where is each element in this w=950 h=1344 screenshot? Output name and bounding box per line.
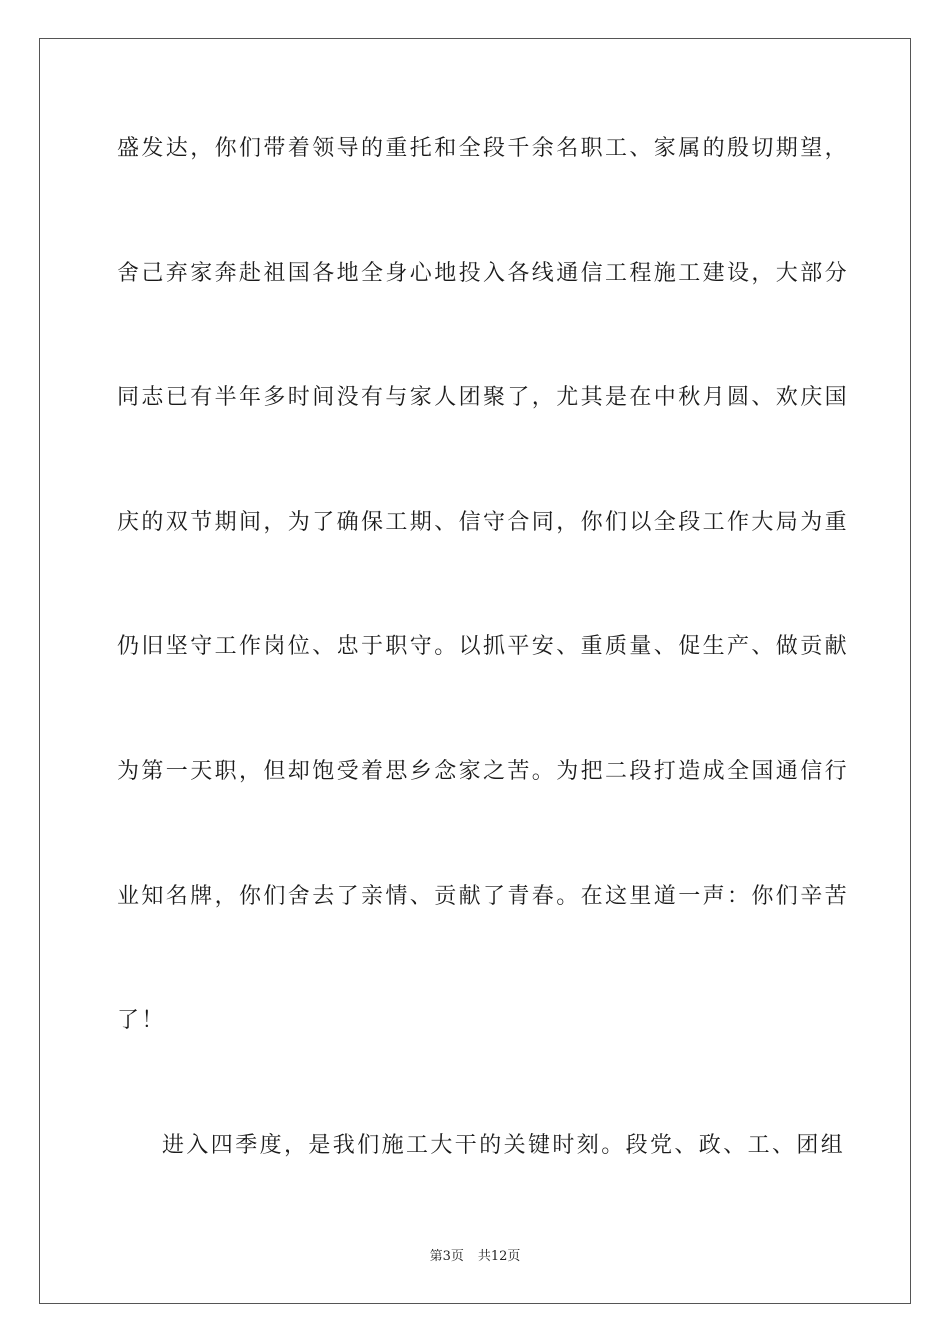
body-text-line-1: 盛发达，你们带着领导的重托和全段千余名职工、家属的殷切期望，	[117, 136, 850, 161]
page-total: 共12页	[477, 1249, 521, 1264]
body-text-line-4: 庆的双节期间，为了确保工期、信守合同，你们以全段工作大局为重	[117, 510, 850, 535]
page-footer	[0, 1248, 950, 1266]
body-text-line-8: 了！	[117, 1008, 166, 1033]
paragraph-start-line: 进入四季度，是我们施工大干的关键时刻。段党、政、工、团组	[162, 1133, 846, 1158]
body-text-line-6: 为第一天职，但却饱受着思乡念家之苦。为把二段打造成全国通信行	[117, 759, 850, 784]
body-text-line-7: 业知名牌，你们舍去了亲情、贡献了青春。在这里道一声：你们辛苦	[117, 884, 850, 909]
page-border	[39, 38, 911, 1304]
body-text-line-2: 舍己弃家奔赴祖国各地全身心地投入各线通信工程施工建设，大部分	[117, 261, 850, 286]
page-number: 第3页	[429, 1249, 464, 1264]
body-text-line-5: 仍旧坚守工作岗位、忠于职守。以抓平安、重质量、促生产、做贡献	[117, 634, 850, 659]
body-text-line-3: 同志已有半年多时间没有与家人团聚了，尤其是在中秋月圆、欢庆国	[117, 385, 850, 410]
